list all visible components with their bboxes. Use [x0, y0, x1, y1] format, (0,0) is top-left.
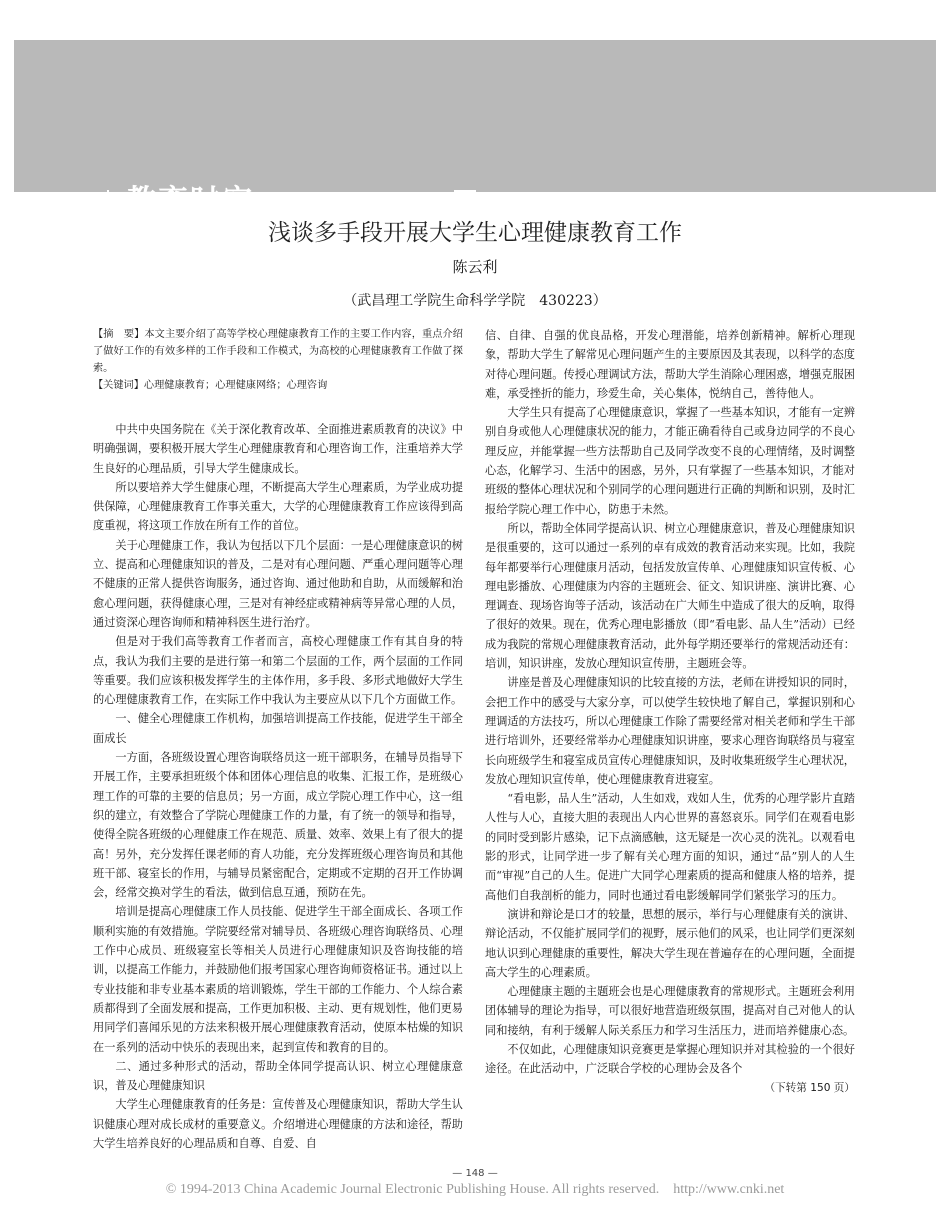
- article-author: 陈云利: [452, 258, 498, 276]
- square-icon: [454, 190, 476, 212]
- body-paragraph: 讲座是普及心理健康知识的比较直接的方法，老师在讲授知识的同时，会把工作中的感受与大家分享，可以使学生较快地了解自己，掌握识别和心理调适的方法技巧，所以心理健康工作除了需要经常对相关老师和学生干部进行培训外，还要经常举办心理健康知识讲座，要求心理咨询联络员与寝室长向班级学生和寝室成员宣传心理健康知识，及时收集班级学生心理状况，发放心理知识宣传单，使心理健康教育进寝室。: [485, 676, 855, 786]
- copyright-notice: © 1994-2013 China Academic Journal Electronic Publishing House. All rights reserved. http://www.cnki.net: [165, 1182, 785, 1197]
- body-paragraph: 关于心理健康工作，我认为包括以下几个层面：一是心理健康意识的树立、提高和心理健康知识的普及，二是对有心理问题、严重心理问题等心理不健康的正常人提供咨询服务，通过咨询、通过他助和自助，从而缓解和治愈心理问题，获得健康心理，三是对有神经症或精神病等异常心理的人员，通过资深心理咨询师和精神科医生进行治疗。: [93, 538, 463, 629]
- author-affiliation: （武昌理工学院生命科学学院 430223）: [343, 293, 607, 309]
- body-paragraph: 不仅如此，心理健康知识竞赛更是掌握心理知识并对其检验的一个很好途径。在此活动中，广泛联合学校的心理协会及各个: [485, 1042, 855, 1076]
- left-column: [93, 326, 463, 1153]
- bracket-mark: [107, 190, 115, 214]
- journal-banner: [14, 40, 936, 219]
- body-paragraph: 所以，帮助全体同学提高认识、树立心理健康意识，普及心理健康知识是很重要的，这可以通过一系列的卓有成效的教育活动来实现。比如，我院每年都要举行心理健康月活动，包括发放宣传单、心理健康知识宣传板、心理电影播放、心理健康为内容的主题班会、征文、知识讲座、演讲比赛、心理调查、现场咨询等子活动，该活动在广大师生中造成了很大的反响，取得了很好的效果。现在，优秀心理电影播放（即“看电影、品人生”活动）已经成为我院的常规心理健康教育活动，此外每学期还要举行的常规活动还有：培训，知识讲座，发放心理知识宣传册，主题班会等。: [485, 521, 855, 671]
- column-title-en: Education space: [272, 195, 444, 217]
- page-number: — 148 —: [452, 1168, 498, 1179]
- body-paragraph: 所以要培养大学生健康心理，不断提高大学生心理素质，为学业成功提供保障，心理健康教育工作事关重大，大学的心理健康教育工作应该得到高度重视，将这项工作放在所有工作的首位。: [93, 480, 463, 533]
- continuation-note: （下转第 150 页）: [764, 1081, 855, 1094]
- article-title: 浅谈多手段开展大学生心理健康教育工作: [268, 220, 682, 246]
- keywords: 【关键词】心理健康教育；心理健康网络；心理咨询: [93, 380, 328, 391]
- right-column: [485, 326, 855, 1098]
- body-paragraph: 心理健康主题的主题班会也是心理健康教育的常规形式。主题班会利用团体辅导的理论为指导，可以很好地营造班级氛围，提高对自己对他人的认同和接纳，有利于缓解人际关系压力和学习生活压力，进而培养健康心态。: [485, 985, 855, 1037]
- body-paragraph: 培训是提高心理健康工作人员技能、促进学生干部全面成长、各项工作顺利实施的有效措施。学院要经常对辅导员、各班级心理咨询联络员、心理工作中心成员、班级寝室长等相关人员进行心理健康知识及咨询技能的培训，以提高工作能力，并鼓励他们报考国家心理咨询师资格证书。通过以上专业技能和非专业基本素质的培训锻炼，学生干部的工作能力、个人综合素质都得到了全面发展和提高，工作更加积极、主动、更有规划性，他们更易用同学们喜闻乐见的方法来积极开展心理健康教育活动，使原本枯燥的知识在一系列的活动中快乐的表现出来，起到宣传和教育的目的。: [93, 905, 463, 1054]
- section-heading: 二、通过多种形式的活动，帮助全体同学提高认识、树立心理健康意识，普及心理健康知识: [93, 1059, 463, 1093]
- column-title-cn: 教育时空: [126, 184, 254, 219]
- body-paragraph: “看电影，品人生”活动，人生如戏，戏如人生，优秀的心理学影片直踏人性与人心，直接大胆的表现出人内心世界的喜怒哀乐。同学们在观看电影的同时受到影片感染，记下点滴感触，这无疑是一次心灵的洗礼。以观看电影的形式，让同学进一步了解有关心理方面的知识，通过“品”别人的人生而“审视”自己的人生。促进广大同学心理素质的提高和健康人格的培养，提高他们自我剖析的能力，同时也通过看电影缓解同学们紧张学习的压力。: [485, 792, 855, 902]
- abstract-block: [93, 326, 463, 394]
- body-paragraph: 但是对于我们高等教育工作者而言，高校心理健康工作有其自身的特点，我认为我们主要的是进行第一和第二个层面的工作，两个层面的工作同等重要。我们应该积极发挥学生的主体作用，多手段、多形式地做好大学生的心理健康教育工作，在实际工作中我认为主要应从以下几个方面做工作。: [93, 635, 463, 707]
- body-paragraph: 大学生心理健康教育的任务是：宣传普及心理健康知识，帮助大学生认识健康心理对成长成材的重要意义。介绍增进心理健康的方法和途径，帮助大学生培养良好的心理品质和自尊、自爱、自: [93, 1098, 463, 1150]
- body-paragraph: 大学生只有提高了心理健康意识，掌握了一些基本知识，才能有一定辨别自身或他人心理健康状况的能力，才能正确看待自己或身边同学的不良心理反应，并能掌握一些方法帮助自己及同学改变不良的心理情绪，及时调整心态，化解学习、生活中的困惑，另外，只有掌握了一些基本知识，才能对班级的整体心理状况和个别同学的心理问题进行正确的判断和识别，及时汇报给学院心理工作中心，防患于未然。: [485, 406, 855, 516]
- body-paragraph: 中共中央国务院在《关于深化教育改革、全面推进素质教育的决议》中明确强调，要积极开展大学生心理健康教育和心理咨询工作，注重培养大学生良好的心理品质，引导大学生健康成长。: [93, 423, 463, 475]
- body-paragraph: 一方面，各班级设置心理咨询联络员这一班干部职务，在辅导员指导下开展工作，主要承担班级个体和团体心理信息的收集、汇报工作，是班级心理工作的可靠的主要的信息员；另一方面，成立学院心理工作中心，这一组织的建立，有效整合了学院心理健康工作的力量，有了统一的领导和指导，使得全院各班级的心理健康工作在规范、质量、效率、效果上有了很大的提高！另外，充分发挥任课老师的育人功能，充分发挥班级心理咨询员和其他班干部、寝室长的作用，与辅导员紧密配合，定期或不定期的召开工作协调会，经常交换对学生的看法，做到信息互通，预防在先。: [93, 751, 463, 900]
- body-paragraph: 信、自律、自强的优良品格，开发心理潜能，培养创新精神。解析心理现象，帮助大学生了解常见心理问题产生的主要原因及其表现，以科学的态度对待心理问题。传授心理调试方法，帮助大学生消除心理困惑，增强克服困难，承受挫折的能力，珍爱生命，关心集体，悦纳自己，善待他人。: [485, 329, 855, 400]
- body-paragraph: 演讲和辩论是口才的较量，思想的展示，举行与心理健康有关的演讲、辩论活动，不仅能扩展同学们的视野，展示他们的风采，也让同学们更深刻地认识到心理健康的重要性，解决大学生现在普遍存在的心理问题，全面提高大学生的心理素质。: [485, 907, 855, 979]
- abstract: 【摘 要】本文主要介绍了高等学校心理健康教育工作的主要工作内容，重点介绍了做好工作的有效多样的工作手段和工作模式，为高校的心理健康教育工作做了探索。: [93, 329, 463, 374]
- section-heading: 一、健全心理健康工作机构，加强培训提高工作技能，促进学生干部全面成长: [93, 712, 463, 745]
